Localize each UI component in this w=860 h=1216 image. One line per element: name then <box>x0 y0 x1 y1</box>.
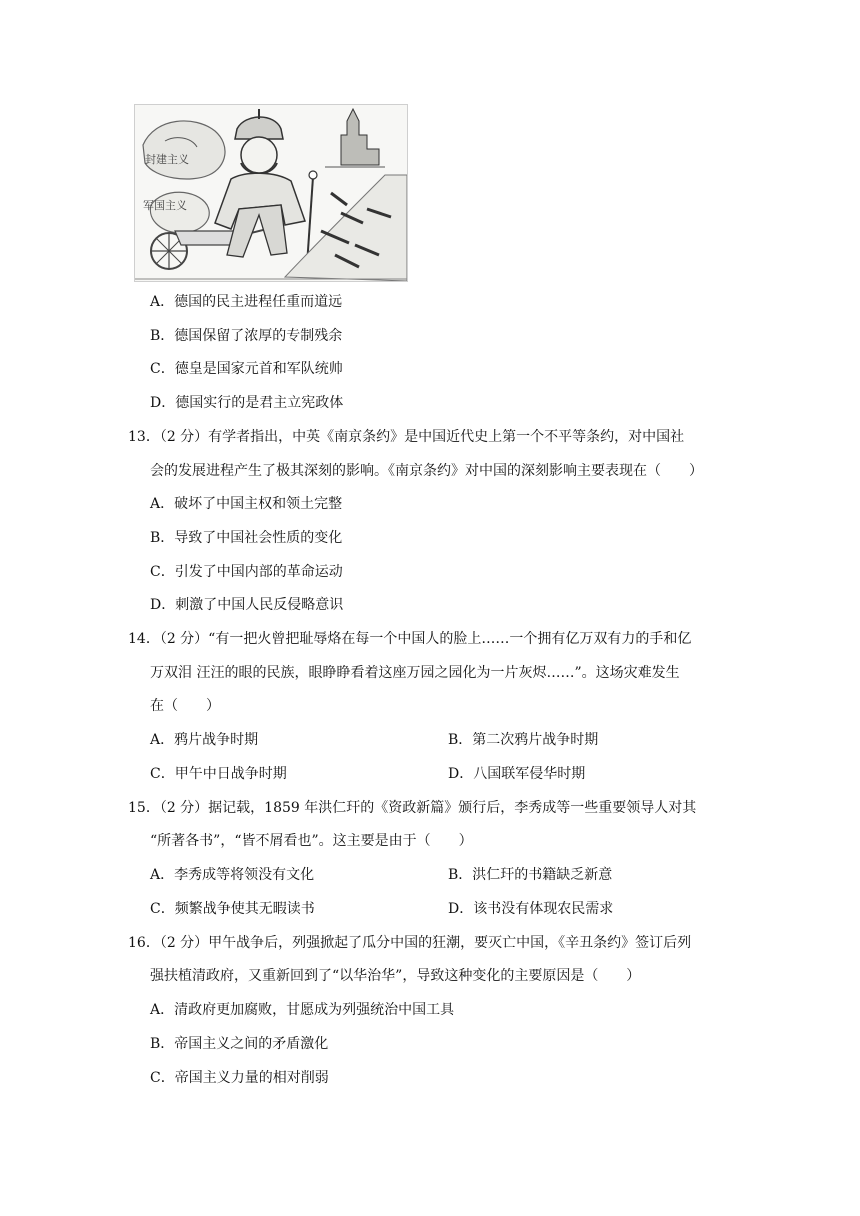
q13-option-c: C．引发了中国内部的革命运动 <box>150 564 343 580</box>
q13-stem-line1: 13．（2 分）有学者指出，中英《南京条约》是中国近代史上第一个不平等条约，对中国社 <box>128 429 685 445</box>
q13-option-b: B．导致了中国社会性质的变化 <box>150 530 343 546</box>
q15-option-b: B．洪仁玕的书籍缺乏新意 <box>448 867 613 883</box>
q16-option-b: B．帝国主义之间的矛盾激化 <box>150 1036 329 1052</box>
q16-stem-line1: 16．（2 分）甲午战争后，列强掀起了瓜分中国的狂潮，要灭亡中国，《辛丑条约》签订后列 <box>128 935 692 951</box>
q15-option-a: A．李秀成等将领没有文化 <box>150 867 315 883</box>
q14-stem-line2: 万双泪 汪汪的眼的民族，眼睁睁看着这座万园之园化为一片灰烬……”。这场灾难发生 <box>150 665 680 681</box>
q14-option-d: D．八国联军侵华时期 <box>448 766 586 782</box>
q16-option-a: A．清政府更加腐败，甘愿成为列强统治中国工具 <box>150 1002 455 1018</box>
q14-stem-line1: 14．（2 分）“有一把火曾把耻辱烙在每一个中国人的脸上……一个拥有亿万双有力的手和亿 <box>128 631 692 647</box>
cartoon-label-feudalism: 封建主义 <box>145 153 189 166</box>
q12-option-c: C．德皇是国家元首和军队统帅 <box>150 361 343 377</box>
q12-option-b: B．德国保留了浓厚的专制残余 <box>150 328 343 344</box>
q15-option-d: D．该书没有体现农民需求 <box>448 901 614 917</box>
q16-stem-line2: 强扶植清政府，又重新回到了“以华治华”，导致这种变化的主要原因是（ ） <box>150 968 641 984</box>
q15-stem-line2: “所著各书”，“皆不屑看也”。这主要是由于（ ） <box>150 833 473 849</box>
cartoon-drawing <box>135 105 407 281</box>
cartoon-label-militarism: 军国主义 <box>143 199 187 212</box>
q13-option-d: D．刺激了中国人民反侵略意识 <box>150 597 344 613</box>
q14-stem-line3: 在（ ） <box>150 698 220 714</box>
cartoon-image <box>134 104 408 282</box>
q13-stem-line2: 会的发展进程产生了极其深刻的影响。《南京条约》对中国的深刻影响主要表现在（ ） <box>150 463 703 479</box>
q14-option-a: A．鸦片战争时期 <box>150 732 259 748</box>
q16-option-c: C．帝国主义力量的相对削弱 <box>150 1070 329 1086</box>
q13-option-a: A．破坏了中国主权和领土完整 <box>150 496 343 512</box>
q14-option-c: C．甲午中日战争时期 <box>150 766 287 782</box>
q15-stem-line1: 15．（2 分）据记载，1859 年洪仁玕的《资政新篇》颁行后，李秀成等一些重要领导人对其 <box>128 800 697 816</box>
q12-option-d: D．德国实行的是君主立宪政体 <box>150 395 344 411</box>
q14-option-b: B．第二次鸦片战争时期 <box>448 732 599 748</box>
q12-option-a: A．德国的民主进程任重而道远 <box>150 294 343 310</box>
q15-option-c: C．频繁战争使其无暇读书 <box>150 901 315 917</box>
